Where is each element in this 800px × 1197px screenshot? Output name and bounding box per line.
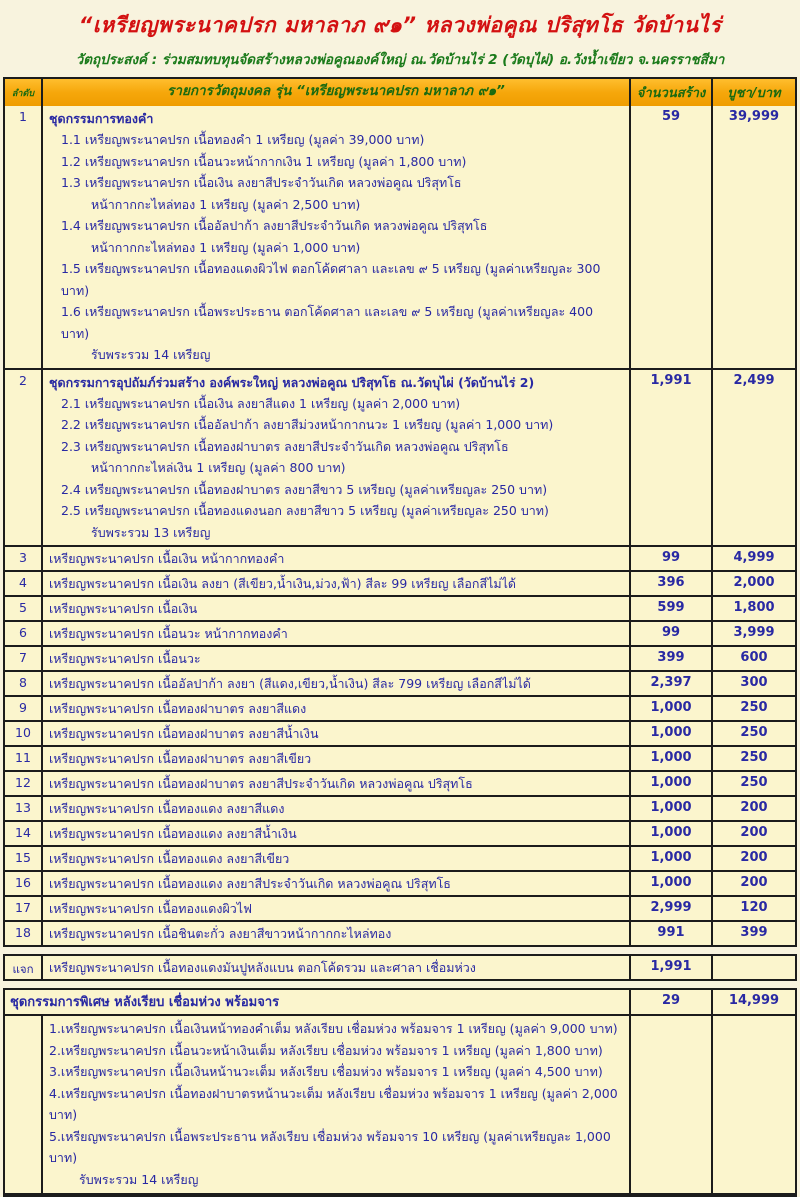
row-number: 12: [5, 772, 43, 795]
set-detail-line: 1.2 เหรียญพระนาคปรก เนื้อนวะหน้ากากเงิน 1 เหรียญ (มูลค่า 1,800 บาท): [61, 153, 467, 169]
row-number: 14: [5, 822, 43, 845]
special-detail-line: 3.เหรียญพระนาคปรก เนื้อเงินหน้านวะเต็ม หลังเรียบ เชื่อมห่วง พร้อมจาร 1 เหรียญ (มูลค่า 4,500 บาท): [49, 1064, 603, 1079]
item-cell: เหรียญพระนาคปรก เนื้อเงิน ลงยา (สีเขียว,น้ำเงิน,ม่วง,ฟ้า) สีละ 99 เหรียญ เลือกสีไม่ได้: [43, 572, 631, 595]
set-detail-line: 2.1 เหรียญพระนาคปรก เนื้อเงิน ลงยาสีแดง 1 เหรียญ (มูลค่า 2,000 บาท): [61, 395, 461, 411]
price-cell: 200: [740, 850, 768, 865]
item-cell: เหรียญพระนาคปรก เนื้อทองแดง ลงยาสีเขียว: [43, 847, 631, 870]
table-header-row: [5, 79, 795, 106]
quantity-cell: 99: [631, 622, 713, 645]
special-detail-line: รับพระรวม 14 เหรียญ: [79, 1171, 199, 1187]
price-cell: 2,000: [733, 575, 775, 590]
price-cell: 300: [740, 675, 768, 690]
price-cell: 250: [740, 725, 768, 740]
table-row: [5, 820, 795, 845]
price-cell: 250: [740, 750, 768, 765]
item-cell: เหรียญพระนาคปรก เนื้อทองแดง ลงยาสีแดง: [43, 797, 631, 820]
row-number: 2: [5, 370, 43, 546]
quantity-cell: 1,991: [631, 370, 713, 546]
price-cell: 250: [740, 775, 768, 790]
amulet-price-table: [3, 77, 797, 947]
table-row: [5, 570, 795, 595]
set-detail-line: 1.4 เหรียญพระนาคปรก เนื้ออัลปาก้า ลงยาสีประจำวันเกิด หลวงพ่อคูณ ปริสุทโธ: [61, 218, 488, 233]
table-row: [5, 645, 795, 670]
special-price: 14,999: [728, 993, 780, 1008]
quantity-cell: 2,397: [631, 672, 713, 695]
table-row: [5, 695, 795, 720]
page-subtitle: วัตถุประสงค์ : ร่วมสมทบทุนจัดสร้างหลวงพ่อคูณองค์ใหญ่ ณ.วัดบ้านไร่ 2 (วัดบุไผ่) อ.วังน้ำเขียว จ.นครราชสีมา: [75, 52, 725, 68]
row-number: 13: [5, 797, 43, 820]
item-cell: เหรียญพระนาคปรก เนื้อทองฝาบาตร ลงยาสีน้ำเงิน: [43, 722, 631, 745]
special-detail-line: 2.เหรียญพระนาคปรก เนื้อนวะหน้าเงินเต็ม หลังเรียบ เชื่อมห่วง พร้อมจาร 1 เหรียญ (มูลค่า 1,800 บาท): [49, 1042, 603, 1058]
set-detail-line: 1.6 เหรียญพระนาคปรก เนื้อพระประธาน ตอกโค้ดศาลา และเลข ๙ 5 เหรียญ (มูลค่าเหรียญละ 400 บาท): [61, 304, 594, 341]
price-cell: 4,999: [733, 550, 775, 565]
table-row: [5, 770, 795, 795]
price-cell: 200: [740, 800, 768, 815]
item-cell: เหรียญพระนาคปรก เนื้อทองฝาบาตร ลงยาสีเขียว: [43, 747, 631, 770]
price-cell: 3,999: [733, 625, 775, 640]
price-cell: 200: [740, 875, 768, 890]
table-row: [5, 595, 795, 620]
row-number: 3: [5, 547, 43, 570]
quantity-cell: 1,000: [631, 797, 713, 820]
quantity-cell: 99: [631, 547, 713, 570]
special-detail-line: 5.เหรียญพระนาคปรก เนื้อพระประธาน หลังเรียบ เชื่อมห่วง พร้อมจาร 10 เหรียญ (มูลค่าเหรียญละ 1,000 บาท): [49, 1128, 611, 1165]
price-cell: 600: [740, 650, 768, 665]
giveaway-item: เหรียญพระนาคปรก เนื้อทองแดงมันปูหลังแบน ตอกโค้ดรวม และศาลา เชื่อมห่วง: [43, 956, 631, 979]
row-number: 15: [5, 847, 43, 870]
table-body: [5, 106, 795, 945]
quantity-cell: 1,000: [631, 772, 713, 795]
item-cell: [43, 106, 631, 368]
row-number: 10: [5, 722, 43, 745]
set-detail-line: 1.5 เหรียญพระนาคปรก เนื้อทองแดงผิวไฟ ตอกโค้ดศาลา และเลข ๙ 5 เหรียญ (มูลค่าเหรียญละ 300 บาท): [61, 261, 601, 298]
price-cell: 120: [740, 900, 768, 915]
set-detail-line: 2.5 เหรียญพระนาคปรก เนื้อทองแดงนอก ลงยาสีขาว 5 เหรียญ (มูลค่าเหรียญละ 250 บาท): [61, 503, 549, 518]
column-header-item: รายการวัตถุมงคล รุ่น “เหรียญพระนาคปรก มหาลาภ ๙๑”: [43, 79, 631, 106]
table-row: [5, 620, 795, 645]
row-number: 11: [5, 747, 43, 770]
table-row: [5, 670, 795, 695]
quantity-cell: 59: [631, 106, 713, 368]
row-number: 4: [5, 572, 43, 595]
table-row: [5, 545, 795, 570]
item-cell: เหรียญพระนาคปรก เนื้ออัลปาก้า ลงยา (สีแดง,เขียว,น้ำเงิน) สีละ 799 เหรียญ เลือกสีไม่ได้: [43, 672, 631, 695]
price-cell: 2,499: [733, 372, 775, 388]
row-number: 8: [5, 672, 43, 695]
set-detail-line: รับพระรวม 13 เหรียญ: [91, 524, 211, 540]
row-number: 1: [5, 106, 43, 368]
table-row: [5, 895, 795, 920]
special-order-cell: [5, 1016, 43, 1193]
column-header-order: ลำดับ: [5, 79, 43, 106]
item-cell: [43, 370, 631, 546]
page-title: “เหรียญพระนาคปรก มหาลาภ ๙๑” หลวงพ่อคูณ ปริสุทโธ วัดบ้านไร่: [78, 13, 722, 37]
item-cell: เหรียญพระนาคปรก เนื้อทองฝาบาตร ลงยาสีประจำวันเกิด หลวงพ่อคูณ ปริสุทโธ: [43, 772, 631, 795]
set-detail-line: รับพระรวม 14 เหรียญ: [91, 347, 211, 362]
quantity-cell: 1,000: [631, 822, 713, 845]
giveaway-table: [3, 954, 797, 981]
quantity-cell: 399: [631, 647, 713, 670]
set-title: ชุดกรรมการอุปถัมภ์ร่วมสร้าง องค์พระใหญ่ หลวงพ่อคูณ ปริสุทโธ ณ.วัดบุไผ่ (วัดบ้านไร่ 2): [49, 374, 535, 390]
quantity-cell: 1,000: [631, 872, 713, 895]
item-cell: เหรียญพระนาคปรก เนื้อนวะ หน้ากากทองคำ: [43, 622, 631, 645]
set-title: ชุดกรรมการทองคำ: [49, 111, 154, 126]
special-detail-line: 1.เหรียญพระนาคปรก เนื้อเงินหน้าทองคำเต็ม หลังเรียบ เชื่อมห่วง พร้อมจาร 1 เหรียญ (มูลค่า 9,000 บาท): [49, 1021, 618, 1036]
price-cell: 250: [740, 700, 768, 715]
special-quantity: 29: [631, 990, 713, 1014]
item-cell: เหรียญพระนาคปรก เนื้อเงิน หน้ากากทองคำ: [43, 547, 631, 570]
special-items-row: [5, 1014, 795, 1193]
column-header-quantity: จำนวนสร้าง: [631, 79, 713, 106]
column-header-price: บูชา/บาท: [727, 86, 781, 101]
price-cell: 1,800: [733, 600, 775, 615]
item-cell: เหรียญพระนาคปรก เนื้อทองแดง ลงยาสีประจำวันเกิด หลวงพ่อคูณ ปริสุทโธ: [43, 872, 631, 895]
set-detail-line: 2.2 เหรียญพระนาคปรก เนื้ออัลปาก้า ลงยาสีม่วงหน้ากากนวะ 1 เหรียญ (มูลค่า 1,000 บาท): [61, 417, 554, 432]
set-detail-line: หน้ากากกะไหล่ทอง 1 เหรียญ (มูลค่า 1,000 บาท): [91, 239, 361, 255]
item-cell: เหรียญพระนาคปรก เนื้อทองแดงผิวไฟ: [43, 897, 631, 920]
table-row: [5, 845, 795, 870]
set-detail-line: 1.1 เหรียญพระนาคปรก เนื้อทองคำ 1 เหรียญ (มูลค่า 39,000 บาท): [61, 132, 425, 147]
set-detail-line: 2.3 เหรียญพระนาคปรก เนื้อทองฝาบาตร ลงยาสีประจำวันเกิด หลวงพ่อคูณ ปริสุทโธ: [61, 438, 509, 454]
row-number: 18: [5, 922, 43, 945]
special-quantity-cell: [631, 1016, 713, 1193]
quantity-cell: 599: [631, 597, 713, 620]
item-cell: เหรียญพระนาคปรก เนื้อทองแดง ลงยาสีน้ำเงิน: [43, 822, 631, 845]
giveaway-price: [713, 956, 795, 979]
giveaway-quantity: 1,991: [631, 956, 713, 979]
price-cell: 399: [740, 925, 768, 940]
special-set-title: ชุดกรรมการพิเศษ หลังเรียบ เชื่อมห่วง พร้อมจาร: [5, 990, 631, 1014]
price-cell: 39,999: [728, 109, 780, 124]
quantity-cell: 1,000: [631, 722, 713, 745]
table-row: [5, 745, 795, 770]
price-cell: 200: [740, 825, 768, 840]
table-row: [5, 720, 795, 745]
set-detail-line: หน้ากากกะไหล่เงิน 1 เหรียญ (มูลค่า 800 บาท): [91, 460, 346, 475]
quantity-cell: 2,999: [631, 897, 713, 920]
item-cell: เหรียญพระนาคปรก เนื้อเงิน: [43, 597, 631, 620]
quantity-cell: 1,000: [631, 697, 713, 720]
set-detail-line: 2.4 เหรียญพระนาคปรก เนื้อทองฝาบาตร ลงยาสีขาว 5 เหรียญ (มูลค่าเหรียญละ 250 บาท): [61, 481, 548, 497]
special-item-lines: [43, 1016, 631, 1193]
item-cell: เหรียญพระนาคปรก เนื้อนวะ: [43, 647, 631, 670]
row-number: 7: [5, 647, 43, 670]
special-set-table: [3, 988, 797, 1197]
table-row: [5, 106, 795, 368]
table-row: [5, 870, 795, 895]
row-number: 6: [5, 622, 43, 645]
item-cell: เหรียญพระนาคปรก เนื้อทองฝาบาตร ลงยาสีแดง: [43, 697, 631, 720]
giveaway-label: แจก: [5, 956, 43, 979]
set-detail-line: หน้ากากกะไหล่ทอง 1 เหรียญ (มูลค่า 2,500 บาท): [91, 196, 361, 212]
table-row: [5, 795, 795, 820]
special-price-cell: [713, 1016, 795, 1193]
item-cell: เหรียญพระนาคปรก เนื้อชินตะกั่ว ลงยาสีขาวหน้ากากกะไหล่ทอง: [43, 922, 631, 945]
table-row: [5, 368, 795, 546]
row-number: 9: [5, 697, 43, 720]
quantity-cell: 991: [631, 922, 713, 945]
special-detail-line: 4.เหรียญพระนาคปรก เนื้อทองฝาบาตรหน้านวะเต็ม หลังเรียบ เชื่อมห่วง พร้อมจาร 1 เหรียญ (มูลค่า 2,000 บาท): [49, 1085, 618, 1122]
special-header-row: [5, 990, 795, 1014]
set-detail-line: 1.3 เหรียญพระนาคปรก เนื้อเงิน ลงยาสีประจำวันเกิด หลวงพ่อคูณ ปริสุทโธ: [61, 175, 462, 190]
row-number: 17: [5, 897, 43, 920]
quantity-cell: 1,000: [631, 847, 713, 870]
quantity-cell: 396: [631, 572, 713, 595]
row-number: 5: [5, 597, 43, 620]
quantity-cell: 1,000: [631, 747, 713, 770]
table-row: [5, 920, 795, 945]
row-number: 16: [5, 872, 43, 895]
giveaway-row: [5, 956, 795, 979]
